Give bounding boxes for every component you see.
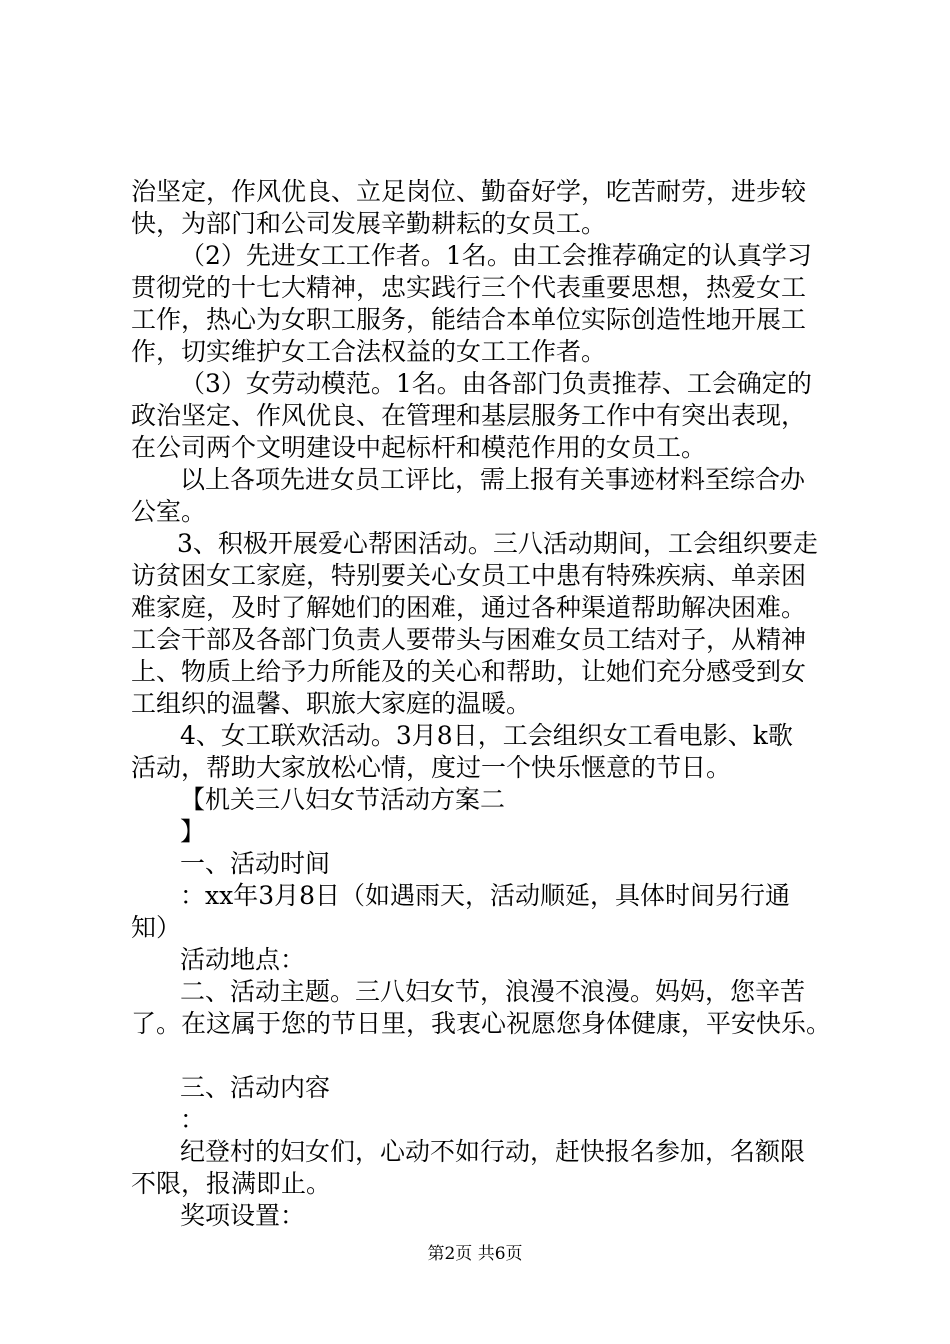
- text-line: 难家庭，及时了解她们的困难，通过各种渠道帮助解决困难。: [131, 593, 807, 622]
- text-line: 访贫困女工家庭，特别要关心女员工中患有特殊疾病、单亲困: [131, 561, 807, 590]
- text-line: 纪登村的妇女们，心动不如行动，赶快报名参加，名额限: [180, 1137, 806, 1166]
- text-line: （2）先进女工工作者。1名。由工会推荐确定的认真学习: [180, 241, 812, 270]
- text-line: 知）: [131, 913, 182, 942]
- text-line: （3）女劳动模范。1名。由各部门负责推荐、工会确定的: [180, 369, 812, 398]
- text-line: 奖项设置：: [180, 1201, 306, 1230]
- text-line: 政治坚定、作风优良、在管理和基层服务工作中有突出表现，: [131, 401, 807, 430]
- text-line: 3、积极开展爱心帮困活动。三八活动期间，工会组织要走: [177, 529, 818, 558]
- text-line: 工作，热心为女职工服务，能结合本单位实际创造性地开展工: [131, 305, 807, 334]
- text-line: 治坚定，作风优良、立足岗位、勤奋好学，吃苦耐劳，进步较: [131, 177, 807, 206]
- text-line: 二、活动主题。三八妇女节，浪漫不浪漫。妈妈，您辛苦: [180, 977, 806, 1006]
- text-line: 三、活动内容: [180, 1073, 331, 1102]
- text-line: 贯彻党的十七大精神，忠实践行三个代表重要思想，热爱女工: [131, 273, 807, 302]
- text-line: ：xx年3月8日（如遇雨天，活动顺延，具体时间另行通: [180, 881, 791, 910]
- text-line: 以上各项先进女员工评比，需上报有关事迹材料至综合办: [180, 465, 806, 494]
- text-line: ：: [180, 1105, 206, 1134]
- text-line: 作，切实维护女工合法权益的女工工作者。: [131, 337, 607, 366]
- page-number-footer: 第2页 共6页: [427, 1244, 523, 1264]
- text-line: 工会干部及各部门负责人要带头与困难女员工结对子，从精神: [131, 625, 807, 654]
- text-line: 一、活动时间: [180, 849, 331, 878]
- text-line: 公室。: [131, 497, 207, 526]
- text-line: 活动地点：: [180, 945, 306, 974]
- section-heading: 】: [180, 817, 206, 846]
- text-line: 快，为部门和公司发展辛勤耕耘的女员工。: [131, 209, 607, 238]
- text-line: 上、物质上给予力所能及的关心和帮助，让她们充分感受到女: [131, 657, 807, 686]
- text-line: 了。在这属于您的节日里，我衷心祝愿您身体健康，平安快乐。: [131, 1009, 832, 1038]
- text-line: 在公司两个文明建设中起标杆和模范作用的女员工。: [131, 433, 707, 462]
- text-line: 活动，帮助大家放松心情，度过一个快乐惬意的节日。: [131, 753, 732, 782]
- section-heading: 【机关三八妇女节活动方案二: [180, 785, 506, 814]
- text-line: 工组织的温馨、职旅大家庭的温暖。: [131, 689, 532, 718]
- text-line: 4、女工联欢活动。3月8日，工会组织女工看电影、k歌: [180, 721, 793, 750]
- text-line: 不限，报满即止。: [131, 1169, 332, 1198]
